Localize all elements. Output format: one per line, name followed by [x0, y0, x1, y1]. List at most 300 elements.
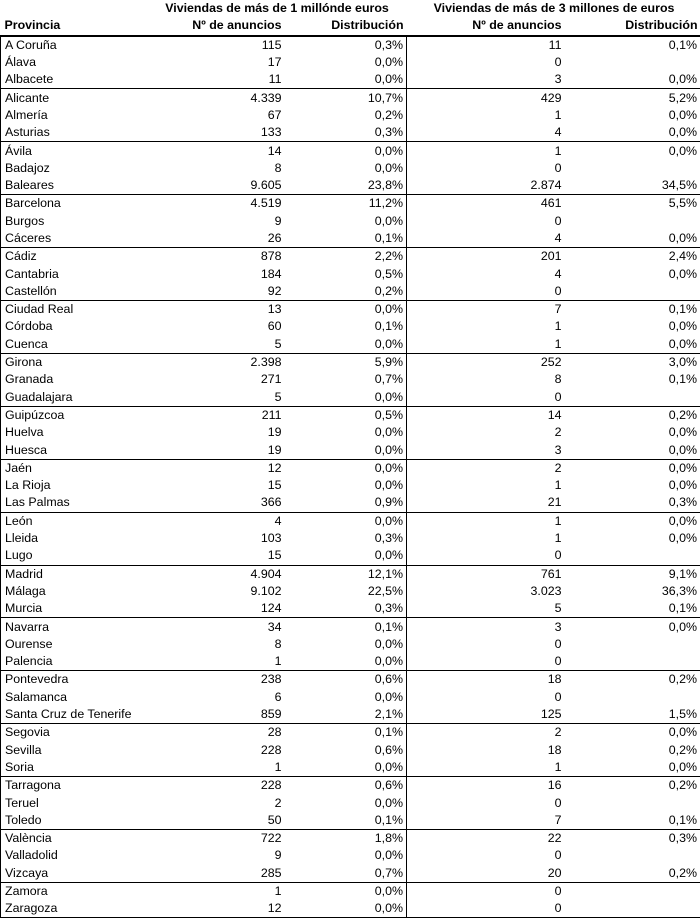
table-row — [1, 565, 700, 583]
anuncios-3m-cell: 4 — [407, 265, 565, 282]
anuncios-1m-cell: 8 — [147, 160, 285, 177]
group-header-row — [1, 0, 700, 17]
table-row — [1, 160, 700, 177]
group-header-spacer — [1, 0, 147, 17]
anuncios-1m-cell: 859 — [147, 706, 285, 724]
provincia-cell: Huesca — [1, 441, 147, 459]
anuncios-3m-cell: 7 — [407, 301, 565, 319]
distribucion-1m-cell: 0,0% — [285, 336, 407, 354]
distribucion-3m-cell: 0,0% — [565, 424, 700, 441]
anuncios-1m-cell: 271 — [147, 371, 285, 388]
provincia-cell: Burgos — [1, 213, 147, 230]
distribucion-1m-cell: 0,0% — [285, 477, 407, 494]
provincia-cell: Ávila — [1, 142, 147, 160]
provincia-cell: Zaragoza — [1, 900, 147, 918]
distribucion-3m-cell — [565, 54, 700, 71]
distribucion-1m-cell: 0,0% — [285, 213, 407, 230]
table-row — [1, 71, 700, 89]
anuncios-1m-cell: 211 — [147, 406, 285, 424]
distribucion-3m-cell: 5,5% — [565, 195, 700, 213]
table-row — [1, 547, 700, 565]
distribucion-1m-cell: 0,0% — [285, 389, 407, 407]
provincia-cell: València — [1, 829, 147, 847]
table-row — [1, 882, 700, 900]
provincia-cell: Asturias — [1, 124, 147, 142]
anuncios-1m-cell: 133 — [147, 124, 285, 142]
anuncios-1m-cell: 11 — [147, 71, 285, 89]
provincia-cell: Tarragona — [1, 777, 147, 795]
distribucion-3m-cell — [565, 636, 700, 653]
provincia-cell: Ourense — [1, 636, 147, 653]
distribucion-1m-cell: 10,7% — [285, 89, 407, 107]
anuncios-3m-cell: 0 — [407, 689, 565, 706]
distribucion-3m-cell: 3,0% — [565, 353, 700, 371]
anuncios-3m-cell: 0 — [407, 900, 565, 918]
anuncios-3m-cell: 0 — [407, 54, 565, 71]
table-row — [1, 195, 700, 213]
distribucion-1m-cell: 0,0% — [285, 653, 407, 671]
table-row — [1, 829, 700, 847]
distribucion-1m-cell: 0,5% — [285, 265, 407, 282]
anuncios-1m-cell: 1 — [147, 759, 285, 777]
anuncios-1m-cell: 1 — [147, 653, 285, 671]
distribucion-1m-cell: 0,0% — [285, 689, 407, 706]
table-row — [1, 424, 700, 441]
table-row — [1, 494, 700, 512]
anuncios-1m-cell: 9.102 — [147, 583, 285, 600]
distribucion-1m-cell: 0,0% — [285, 794, 407, 811]
table-row — [1, 353, 700, 371]
distribucion-3m-cell: 0,0% — [565, 318, 700, 335]
anuncios-1m-cell: 6 — [147, 689, 285, 706]
anuncios-1m-cell: 124 — [147, 600, 285, 618]
anuncios-1m-cell: 722 — [147, 829, 285, 847]
distribucion-1m-cell: 0,1% — [285, 230, 407, 248]
anuncios-1m-cell: 228 — [147, 741, 285, 758]
distribucion-1m-cell: 0,5% — [285, 406, 407, 424]
distribucion-3m-cell: 0,3% — [565, 829, 700, 847]
distribucion-3m-cell: 0,0% — [565, 230, 700, 248]
anuncios-1m-cell: 4.904 — [147, 565, 285, 583]
anuncios-3m-cell: 1 — [407, 318, 565, 335]
anuncios-1m-cell: 4 — [147, 512, 285, 530]
anuncios-1m-cell: 5 — [147, 336, 285, 354]
provincia-cell: Palencia — [1, 653, 147, 671]
anuncios-1m-cell: 184 — [147, 265, 285, 282]
distribucion-3m-cell: 9,1% — [565, 565, 700, 583]
anuncios-3m-cell: 201 — [407, 248, 565, 266]
anuncios-3m-cell: 1 — [407, 512, 565, 530]
provincia-cell: Cáceres — [1, 230, 147, 248]
anuncios-1m-cell: 103 — [147, 530, 285, 547]
provincia-cell: La Rioja — [1, 477, 147, 494]
distribucion-3m-cell: 0,1% — [565, 301, 700, 319]
distribucion-3m-cell — [565, 160, 700, 177]
anuncios-1m-cell: 5 — [147, 389, 285, 407]
anuncios-3m-cell: 22 — [407, 829, 565, 847]
anuncios-1m-cell: 15 — [147, 547, 285, 565]
table-row — [1, 530, 700, 547]
provincia-cell: Alicante — [1, 89, 147, 107]
table-row — [1, 671, 700, 689]
table-row — [1, 107, 700, 124]
table-row — [1, 177, 700, 195]
provincia-cell: Sevilla — [1, 741, 147, 758]
column-header-row — [1, 17, 700, 35]
anuncios-3m-cell: 1 — [407, 107, 565, 124]
column-header-distribucion-1: Distribución — [285, 17, 407, 35]
anuncios-3m-cell: 0 — [407, 283, 565, 301]
table-row — [1, 89, 700, 107]
distribucion-1m-cell: 0,0% — [285, 547, 407, 565]
provincia-cell: Segovia — [1, 724, 147, 742]
provincia-cell: A Coruña — [1, 36, 147, 54]
distribucion-3m-cell — [565, 794, 700, 811]
table-row — [1, 600, 700, 618]
anuncios-3m-cell: 21 — [407, 494, 565, 512]
anuncios-1m-cell: 228 — [147, 777, 285, 795]
anuncios-3m-cell: 1 — [407, 336, 565, 354]
distribucion-1m-cell: 0,0% — [285, 882, 407, 900]
anuncios-3m-cell: 1 — [407, 142, 565, 160]
distribucion-1m-cell: 0,0% — [285, 424, 407, 441]
distribucion-3m-cell: 0,1% — [565, 600, 700, 618]
distribucion-1m-cell: 0,0% — [285, 636, 407, 653]
distribucion-3m-cell: 0,1% — [565, 371, 700, 388]
table-row — [1, 653, 700, 671]
anuncios-1m-cell: 12 — [147, 900, 285, 918]
distribucion-3m-cell: 0,2% — [565, 865, 700, 883]
anuncios-3m-cell: 18 — [407, 671, 565, 689]
distribucion-3m-cell: 0,0% — [565, 441, 700, 459]
anuncios-3m-cell: 2 — [407, 424, 565, 441]
table-row — [1, 847, 700, 864]
provincia-cell: Pontevedra — [1, 671, 147, 689]
anuncios-1m-cell: 26 — [147, 230, 285, 248]
anuncios-3m-cell: 1 — [407, 477, 565, 494]
anuncios-3m-cell: 429 — [407, 89, 565, 107]
table-row — [1, 230, 700, 248]
anuncios-1m-cell: 2.398 — [147, 353, 285, 371]
distribucion-3m-cell: 0,1% — [565, 36, 700, 54]
distribucion-3m-cell: 0,0% — [565, 618, 700, 636]
table-row — [1, 477, 700, 494]
table-row — [1, 900, 700, 918]
distribucion-1m-cell: 0,0% — [285, 847, 407, 864]
table-row — [1, 777, 700, 795]
anuncios-3m-cell: 8 — [407, 371, 565, 388]
distribucion-3m-cell: 34,5% — [565, 177, 700, 195]
distribucion-1m-cell: 0,2% — [285, 283, 407, 301]
anuncios-1m-cell: 9 — [147, 847, 285, 864]
provincia-cell: Jaén — [1, 459, 147, 477]
anuncios-1m-cell: 9.605 — [147, 177, 285, 195]
distribucion-3m-cell: 2,4% — [565, 248, 700, 266]
distribucion-3m-cell: 0,2% — [565, 406, 700, 424]
distribucion-1m-cell: 0,3% — [285, 36, 407, 54]
provincia-cell: Álava — [1, 54, 147, 71]
table-row — [1, 283, 700, 301]
distribucion-3m-cell — [565, 653, 700, 671]
distribucion-1m-cell: 0,2% — [285, 107, 407, 124]
distribucion-1m-cell: 0,0% — [285, 142, 407, 160]
anuncios-3m-cell: 1 — [407, 759, 565, 777]
provincia-cell: Toledo — [1, 812, 147, 830]
distribucion-3m-cell: 0,3% — [565, 494, 700, 512]
table-row — [1, 441, 700, 459]
provincia-cell: Cuenca — [1, 336, 147, 354]
distribucion-3m-cell: 0,0% — [565, 512, 700, 530]
column-header-distribucion-2: Distribución — [565, 17, 700, 35]
distribucion-1m-cell: 12,1% — [285, 565, 407, 583]
table-row — [1, 336, 700, 354]
provincia-cell: Salamanca — [1, 689, 147, 706]
distribucion-1m-cell: 0,1% — [285, 618, 407, 636]
anuncios-1m-cell: 19 — [147, 424, 285, 441]
distribucion-3m-cell: 0,0% — [565, 336, 700, 354]
anuncios-3m-cell: 4 — [407, 124, 565, 142]
distribucion-3m-cell — [565, 547, 700, 565]
distribucion-3m-cell: 0,0% — [565, 71, 700, 89]
table-row — [1, 459, 700, 477]
distribucion-3m-cell — [565, 389, 700, 407]
anuncios-3m-cell: 1 — [407, 530, 565, 547]
table-row — [1, 371, 700, 388]
provincia-cell: Cantabria — [1, 265, 147, 282]
provincia-cell: Baleares — [1, 177, 147, 195]
distribucion-1m-cell: 0,1% — [285, 812, 407, 830]
anuncios-3m-cell: 14 — [407, 406, 565, 424]
provincia-cell: Málaga — [1, 583, 147, 600]
anuncios-1m-cell: 13 — [147, 301, 285, 319]
distribucion-1m-cell: 0,6% — [285, 671, 407, 689]
distribucion-1m-cell: 0,0% — [285, 160, 407, 177]
anuncios-3m-cell: 0 — [407, 547, 565, 565]
provincia-cell: Guipúzcoa — [1, 406, 147, 424]
distribucion-3m-cell — [565, 847, 700, 864]
table-row — [1, 724, 700, 742]
distribucion-1m-cell: 0,9% — [285, 494, 407, 512]
provincia-cell: León — [1, 512, 147, 530]
anuncios-3m-cell: 5 — [407, 600, 565, 618]
anuncios-3m-cell: 3 — [407, 71, 565, 89]
provincia-cell: Badajoz — [1, 160, 147, 177]
anuncios-3m-cell: 461 — [407, 195, 565, 213]
provincia-cell: Zamora — [1, 882, 147, 900]
anuncios-3m-cell: 3 — [407, 618, 565, 636]
distribucion-3m-cell — [565, 882, 700, 900]
anuncios-3m-cell: 18 — [407, 741, 565, 758]
table-row — [1, 265, 700, 282]
distribucion-3m-cell: 0,0% — [565, 477, 700, 494]
distribucion-3m-cell — [565, 900, 700, 918]
anuncios-3m-cell: 0 — [407, 213, 565, 230]
distribucion-1m-cell: 2,2% — [285, 248, 407, 266]
anuncios-3m-cell: 125 — [407, 706, 565, 724]
anuncios-1m-cell: 4.519 — [147, 195, 285, 213]
distribucion-1m-cell: 1,8% — [285, 829, 407, 847]
distribucion-3m-cell — [565, 689, 700, 706]
distribucion-1m-cell: 0,1% — [285, 724, 407, 742]
provincia-cell: Santa Cruz de Tenerife — [1, 706, 147, 724]
distribucion-1m-cell: 0,0% — [285, 512, 407, 530]
distribucion-1m-cell: 0,0% — [285, 459, 407, 477]
anuncios-1m-cell: 12 — [147, 459, 285, 477]
anuncios-1m-cell: 285 — [147, 865, 285, 883]
table-row — [1, 389, 700, 407]
anuncios-1m-cell: 92 — [147, 283, 285, 301]
distribucion-3m-cell: 0,2% — [565, 777, 700, 795]
anuncios-3m-cell: 11 — [407, 36, 565, 54]
provincia-cell: Ciudad Real — [1, 301, 147, 319]
distribucion-3m-cell: 0,0% — [565, 759, 700, 777]
distribucion-1m-cell: 0,3% — [285, 530, 407, 547]
distribucion-3m-cell: 0,1% — [565, 812, 700, 830]
distribucion-1m-cell: 0,0% — [285, 71, 407, 89]
distribucion-3m-cell — [565, 283, 700, 301]
anuncios-1m-cell: 14 — [147, 142, 285, 160]
distribucion-3m-cell: 5,2% — [565, 89, 700, 107]
anuncios-1m-cell: 366 — [147, 494, 285, 512]
distribucion-1m-cell: 0,3% — [285, 124, 407, 142]
distribucion-3m-cell: 0,2% — [565, 741, 700, 758]
anuncios-3m-cell: 4 — [407, 230, 565, 248]
column-header-anuncios-2: Nº de anuncios — [407, 17, 565, 35]
anuncios-3m-cell: 0 — [407, 636, 565, 653]
provincia-cell: Guadalajara — [1, 389, 147, 407]
anuncios-1m-cell: 60 — [147, 318, 285, 335]
anuncios-3m-cell: 2.874 — [407, 177, 565, 195]
anuncios-3m-cell: 252 — [407, 353, 565, 371]
table-row — [1, 689, 700, 706]
anuncios-1m-cell: 8 — [147, 636, 285, 653]
table-body — [1, 36, 700, 918]
provincia-cell: Cádiz — [1, 248, 147, 266]
table-row — [1, 142, 700, 160]
table-row — [1, 124, 700, 142]
anuncios-1m-cell: 1 — [147, 882, 285, 900]
table-row — [1, 759, 700, 777]
anuncios-3m-cell: 3 — [407, 441, 565, 459]
provincia-cell: Castellón — [1, 283, 147, 301]
distribucion-3m-cell: 0,0% — [565, 107, 700, 124]
table-row — [1, 618, 700, 636]
table-row — [1, 248, 700, 266]
group2-title: Viviendas de más de 3 millones de euros — [407, 0, 700, 17]
table-row — [1, 213, 700, 230]
column-header-anuncios-1: Nº de anuncios — [147, 17, 285, 35]
table-row — [1, 706, 700, 724]
provincia-cell: Lleida — [1, 530, 147, 547]
anuncios-1m-cell: 15 — [147, 477, 285, 494]
anuncios-1m-cell: 34 — [147, 618, 285, 636]
anuncios-3m-cell: 0 — [407, 160, 565, 177]
provincia-cell: Valladolid — [1, 847, 147, 864]
table-row — [1, 406, 700, 424]
anuncios-3m-cell: 2 — [407, 459, 565, 477]
distribucion-3m-cell: 1,5% — [565, 706, 700, 724]
table-row — [1, 865, 700, 883]
anuncios-3m-cell: 3.023 — [407, 583, 565, 600]
distribucion-3m-cell: 0,0% — [565, 142, 700, 160]
provincia-cell: Girona — [1, 353, 147, 371]
table-row — [1, 36, 700, 54]
column-header-provincia: Provincia — [1, 17, 147, 35]
distribucion-1m-cell: 2,1% — [285, 706, 407, 724]
anuncios-1m-cell: 4.339 — [147, 89, 285, 107]
distribucion-3m-cell: 0,2% — [565, 671, 700, 689]
provincia-cell: Almería — [1, 107, 147, 124]
distribucion-1m-cell: 0,3% — [285, 600, 407, 618]
distribucion-1m-cell: 23,8% — [285, 177, 407, 195]
table-row — [1, 636, 700, 653]
table-row — [1, 794, 700, 811]
distribucion-3m-cell: 0,0% — [565, 459, 700, 477]
anuncios-3m-cell: 0 — [407, 882, 565, 900]
distribucion-1m-cell: 0,0% — [285, 759, 407, 777]
distribucion-3m-cell: 0,0% — [565, 530, 700, 547]
anuncios-1m-cell: 238 — [147, 671, 285, 689]
provincia-cell: Barcelona — [1, 195, 147, 213]
provincia-cell: Lugo — [1, 547, 147, 565]
table-row — [1, 318, 700, 335]
anuncios-3m-cell: 0 — [407, 653, 565, 671]
distribucion-3m-cell — [565, 213, 700, 230]
anuncios-1m-cell: 67 — [147, 107, 285, 124]
anuncios-1m-cell: 878 — [147, 248, 285, 266]
distribucion-3m-cell: 0,0% — [565, 124, 700, 142]
anuncios-3m-cell: 7 — [407, 812, 565, 830]
distribucion-1m-cell: 0,1% — [285, 318, 407, 335]
anuncios-1m-cell: 17 — [147, 54, 285, 71]
distribucion-1m-cell: 22,5% — [285, 583, 407, 600]
provincia-cell: Granada — [1, 371, 147, 388]
provincia-cell: Soria — [1, 759, 147, 777]
anuncios-3m-cell: 761 — [407, 565, 565, 583]
provincia-cell: Murcia — [1, 600, 147, 618]
anuncios-3m-cell: 20 — [407, 865, 565, 883]
anuncios-1m-cell: 2 — [147, 794, 285, 811]
group1-title: Viviendas de más de 1 millónde euros — [147, 0, 407, 17]
table-row — [1, 812, 700, 830]
provincia-cell: Córdoba — [1, 318, 147, 335]
distribucion-1m-cell: 0,7% — [285, 371, 407, 388]
distribucion-3m-cell: 0,0% — [565, 724, 700, 742]
anuncios-1m-cell: 19 — [147, 441, 285, 459]
distribucion-1m-cell: 0,0% — [285, 900, 407, 918]
distribucion-1m-cell: 0,6% — [285, 777, 407, 795]
provincia-cell: Navarra — [1, 618, 147, 636]
table-row — [1, 54, 700, 71]
provincia-cell: Huelva — [1, 424, 147, 441]
distribucion-1m-cell: 0,6% — [285, 741, 407, 758]
provincia-cell: Vizcaya — [1, 865, 147, 883]
provincia-cell: Albacete — [1, 71, 147, 89]
provincia-cell: Teruel — [1, 794, 147, 811]
anuncios-1m-cell: 9 — [147, 213, 285, 230]
anuncios-3m-cell: 0 — [407, 847, 565, 864]
anuncios-3m-cell: 16 — [407, 777, 565, 795]
distribucion-1m-cell: 11,2% — [285, 195, 407, 213]
distribucion-3m-cell: 36,3% — [565, 583, 700, 600]
anuncios-3m-cell: 0 — [407, 794, 565, 811]
provincia-cell: Las Palmas — [1, 494, 147, 512]
table-row — [1, 741, 700, 758]
anuncios-3m-cell: 0 — [407, 389, 565, 407]
distribucion-1m-cell: 0,0% — [285, 54, 407, 71]
distribucion-1m-cell: 0,0% — [285, 441, 407, 459]
anuncios-1m-cell: 28 — [147, 724, 285, 742]
